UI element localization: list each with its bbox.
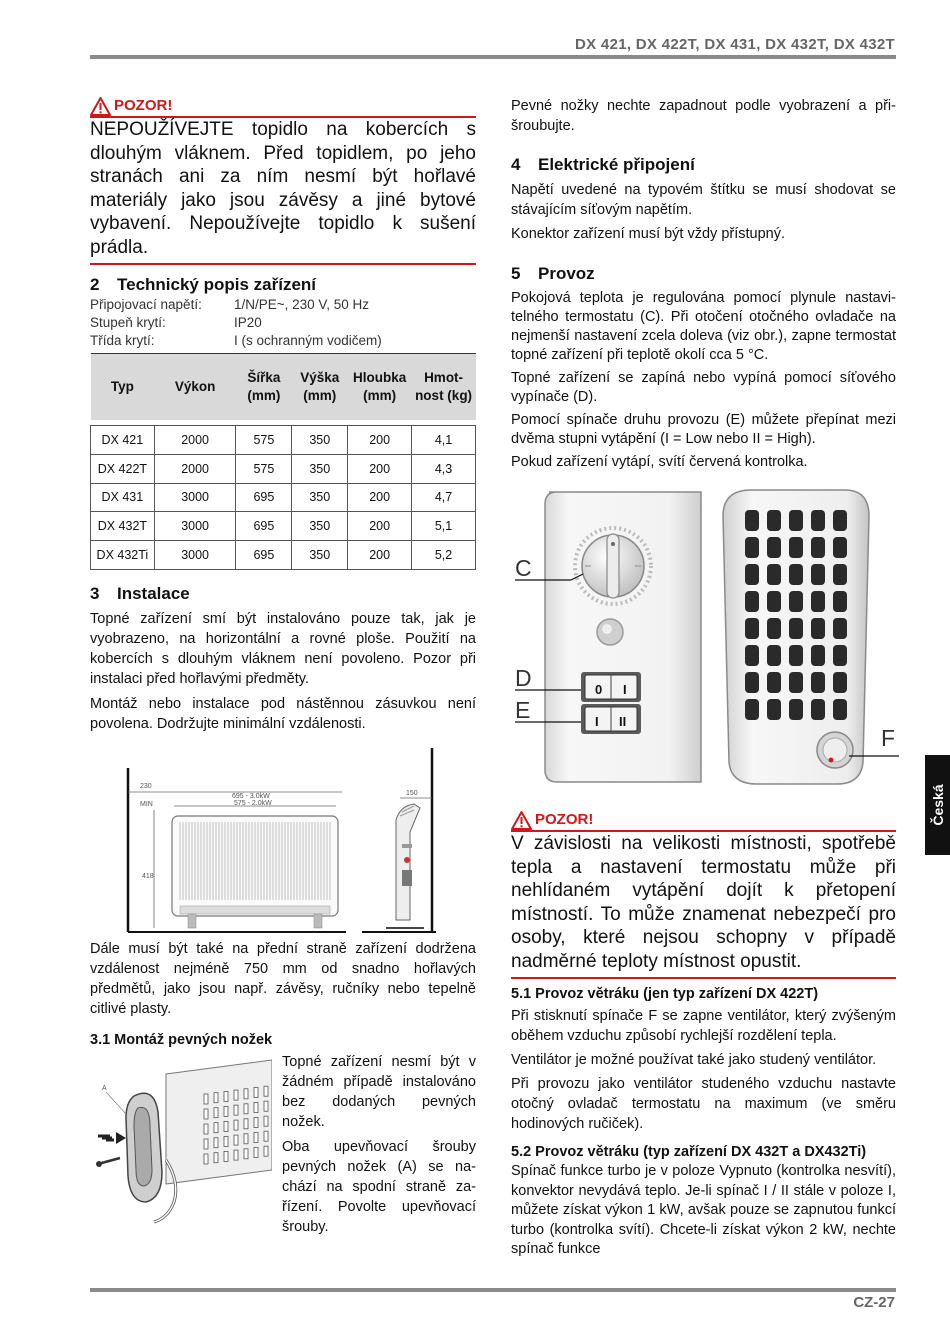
spec-value: IP20 — [234, 315, 262, 330]
section-3 — [90, 583, 476, 734]
table-cell: 200 — [348, 426, 412, 455]
col-header: Hmot-nost (kg) — [412, 354, 476, 420]
paragraph: Pokojová teplota je regulována pomocí plynule nastavitelného termostatu (C). Při otočení otočného ovladače na nejmenší nastavení zcela doleva (viz obr.), zapne termostat topné zařízení při teplotě okolí cca 5 °C. — [511, 290, 896, 363]
table-cell: 350 — [292, 512, 348, 541]
section-3-1-text — [282, 1052, 476, 1237]
section-5-1 — [511, 984, 896, 1134]
switch-e-low-label: I — [595, 714, 599, 729]
table-cell: 3000 — [154, 483, 236, 512]
col-header: Výška (mm) — [292, 354, 348, 420]
warning-icon — [511, 811, 532, 830]
section-5-2 — [511, 1142, 896, 1260]
paragraph: Montáž nebo instalace pod nástěnnou zásuvkou není povolena. Dodržujte minimální vzdálenosti. — [90, 696, 476, 732]
label-f: F — [881, 725, 896, 751]
table-cell: DX 432T — [91, 512, 155, 541]
table-row — [91, 426, 476, 455]
label-e: E — [515, 697, 531, 723]
section-title: Instalace — [117, 584, 190, 603]
label-c: C — [515, 555, 532, 581]
table-cell: 3000 — [154, 512, 236, 541]
right-intro — [511, 96, 896, 136]
switch-d-on-label: I — [623, 682, 627, 697]
spec-row — [90, 332, 476, 350]
warning-header — [90, 96, 476, 118]
paragraph: Pokud zařízení vytápí, svítí červená kontrolka. — [511, 454, 808, 470]
section-title: Elektrické připojení — [538, 155, 695, 174]
dim-150: 150 — [406, 790, 418, 797]
table-cell: 350 — [292, 541, 348, 570]
section-number: 5 — [511, 264, 521, 283]
header-rule — [90, 55, 896, 59]
header-models: DX 421, DX 422T, DX 431, DX 432T, DX 432T — [575, 36, 895, 53]
warning-label: POZOR! — [114, 97, 173, 114]
section-heading — [90, 274, 476, 296]
table-cell: 4,3 — [412, 454, 476, 483]
table-cell: 575 — [236, 454, 292, 483]
label-d: D — [515, 665, 532, 691]
spec-key: Stupeň krytí: — [90, 315, 166, 330]
table-cell: 2000 — [154, 426, 236, 455]
col-header: Typ — [91, 354, 155, 420]
clearance-diagram — [110, 748, 436, 934]
section-heading — [90, 583, 476, 605]
section-3-1 — [90, 1030, 476, 1050]
spec-key: Připojovací napětí: — [90, 297, 202, 312]
table-cell: 695 — [236, 512, 292, 541]
paragraph: Oba upevňovací šrouby pevných nožek (A) se nachází na spodní straně zařízení. Povolte upevňovací šrouby. — [282, 1139, 476, 1235]
table-row — [91, 512, 476, 541]
table-cell: DX 431 — [91, 483, 155, 512]
section-heading — [511, 263, 896, 285]
dim-695: 695 - 3.0kW — [232, 793, 270, 800]
section-number: 2 — [90, 275, 100, 294]
warning-header — [511, 810, 896, 832]
foot-mounting-figure — [96, 1052, 272, 1224]
subsection-title: 5.1 Provoz větráku (jen typ zařízení DX 422T) — [511, 986, 819, 1002]
spec-row — [90, 296, 476, 314]
paragraph: Pevné nožky nechte zapadnout podle vyobrazení a přišroubujte. — [511, 98, 896, 134]
table-cell: 695 — [236, 483, 292, 512]
language-tab[interactable] — [925, 755, 950, 855]
controls-figure — [511, 486, 901, 790]
table-cell: 4,1 — [412, 426, 476, 455]
table-cell: 200 — [348, 483, 412, 512]
paragraph: Topné zařízení se zapíná nebo vypíná pomocí síťového vypínače (D). — [511, 370, 896, 405]
paragraph: Při provozu jako ventilátor studeného vzduchu nastavte otočný ovladač termostatu na maximum (ve směru hodinových ručiček). — [511, 1076, 896, 1132]
table-cell: DX 432Ti — [91, 541, 155, 570]
spec-row — [90, 314, 476, 332]
warning-box-1 — [90, 96, 476, 265]
spec-value: I (s ochranným vodičem) — [234, 333, 382, 348]
table-row — [91, 454, 476, 483]
footer-rule — [90, 1288, 896, 1292]
table-row — [91, 483, 476, 512]
table-cell: 2000 — [154, 454, 236, 483]
subsection-title: 3.1 Montáž pevných nožek — [90, 1032, 273, 1048]
section-number: 4 — [511, 155, 521, 174]
paragraph: Napětí uvedené na typovém štítku se musí shodovat se stávajícím síťovým napětím. — [511, 182, 896, 218]
table-cell: 3000 — [154, 541, 236, 570]
section-3-note — [90, 939, 476, 1019]
paragraph: Spínač funkce turbo je v poloze Vypnuto (kontrolka nesvítí), konvektor nevydává teplo. Je-li spínač I / II stále v poloze I, můžete získat výkon 1 kW, avšak pouze se zapnutou funkcí turbo (kontrolka svítí). Chcete-li získat výkon 2 kW, nechte spínač funkce — [511, 1163, 896, 1257]
table-cell: 4,7 — [412, 483, 476, 512]
section-heading — [511, 154, 896, 176]
paragraph: Konektor zařízení musí být vždy přístupný. — [511, 226, 786, 242]
col-header: Šířka (mm) — [236, 354, 292, 420]
spec-table — [90, 353, 476, 570]
table-cell: DX 422T — [91, 454, 155, 483]
paragraph: Topné zařízení nesmí být v žádném případě instalováno bez dodaných pevných nožek. — [282, 1054, 476, 1130]
table-cell: 575 — [236, 426, 292, 455]
dim-230: 230 — [140, 783, 152, 790]
table-cell: 5,1 — [412, 512, 476, 541]
language-tab-label: Česká — [929, 784, 946, 826]
table-cell: 200 — [348, 454, 412, 483]
section-title: Provoz — [538, 264, 595, 283]
section-2 — [90, 274, 476, 350]
table-cell: 350 — [292, 483, 348, 512]
warning-label: POZOR! — [535, 811, 594, 828]
dim-418: 418 — [142, 873, 154, 880]
fig-label-a: A — [102, 1085, 107, 1092]
paragraph: Pomocí spínače druhu provozu (E) můžete přepínat mezi dvěma stupni vytápění (I = Low nebo II = High). — [511, 412, 896, 447]
dim-575: 575 - 2.0kW — [234, 800, 272, 807]
spec-key: Třída krytí: — [90, 333, 155, 348]
table-cell: 5,2 — [412, 541, 476, 570]
warning-icon — [90, 97, 111, 116]
section-title: Technický popis zařízení — [117, 275, 317, 294]
table-header-row — [91, 354, 476, 420]
dim-min: MIN — [140, 801, 153, 808]
page-number: CZ-27 — [853, 1294, 895, 1311]
section-4 — [511, 154, 896, 244]
paragraph: Dále musí být také na přední straně zařízení dodržena vzdálenost nejméně 750 mm od snadno hořlavých předmětů, jako jsou např. závěsy, ručníky nebo tepelně citlivé plasty. — [90, 941, 476, 1017]
warning-box-2 — [511, 810, 896, 979]
col-header: Hloubka (mm) — [348, 354, 412, 420]
paragraph: Při stisknutí spínače F se zapne ventilátor, který zvýšeným oběhem vzduchu způsobí rychlejší rozdělení tepla. — [511, 1008, 896, 1044]
table-cell: 350 — [292, 426, 348, 455]
table-row — [91, 541, 476, 570]
warning-text: V závislosti na velikosti místnosti, spotřebě tepla a nastavení termostatu může při nehlídaném vytápění dojít k přetopení místností. To může znamenat nebezpečí pro osoby, které nejsou schopny v případě nadměrné teploty místnost opustit. — [511, 833, 896, 972]
table-cell: 350 — [292, 454, 348, 483]
col-header: Výkon — [154, 354, 236, 420]
spec-list — [90, 296, 476, 350]
table-cell: DX 421 — [91, 426, 155, 455]
section-5 — [511, 263, 896, 472]
table-cell: 695 — [236, 541, 292, 570]
warning-text: NEPOUŽÍVEJTE topidlo na kobercích s dlouhým vláknem. Před topidlem, po jeho stranách ani za ním nesmí být hořlavé materiály jako jsou závěsy a jiné bytové vybavení. Nepoužívejte topidlo k sušení prádla. — [90, 119, 476, 258]
section-number: 3 — [90, 584, 100, 603]
spec-value: 1/N/PE~, 230 V, 50 Hz — [234, 297, 369, 312]
switch-e-high-label: II — [619, 714, 627, 729]
paragraph: Ventilátor je možné používat také jako studený ventilátor. — [511, 1052, 877, 1068]
paragraph: Topné zařízení smí být instalováno pouze tak, jak je vyobrazeno, na horizontální a rovné ploše. Použití na kobercích s dlouhým vláknem není povoleno. Pozor při instalaci před hořlavými předměty. — [90, 611, 476, 687]
switch-d-off-label: 0 — [595, 682, 603, 697]
table-cell: 200 — [348, 512, 412, 541]
subsection-title: 5.2 Provoz větráku (typ zařízení DX 432T a DX432Ti) — [511, 1144, 867, 1160]
table-cell: 200 — [348, 541, 412, 570]
